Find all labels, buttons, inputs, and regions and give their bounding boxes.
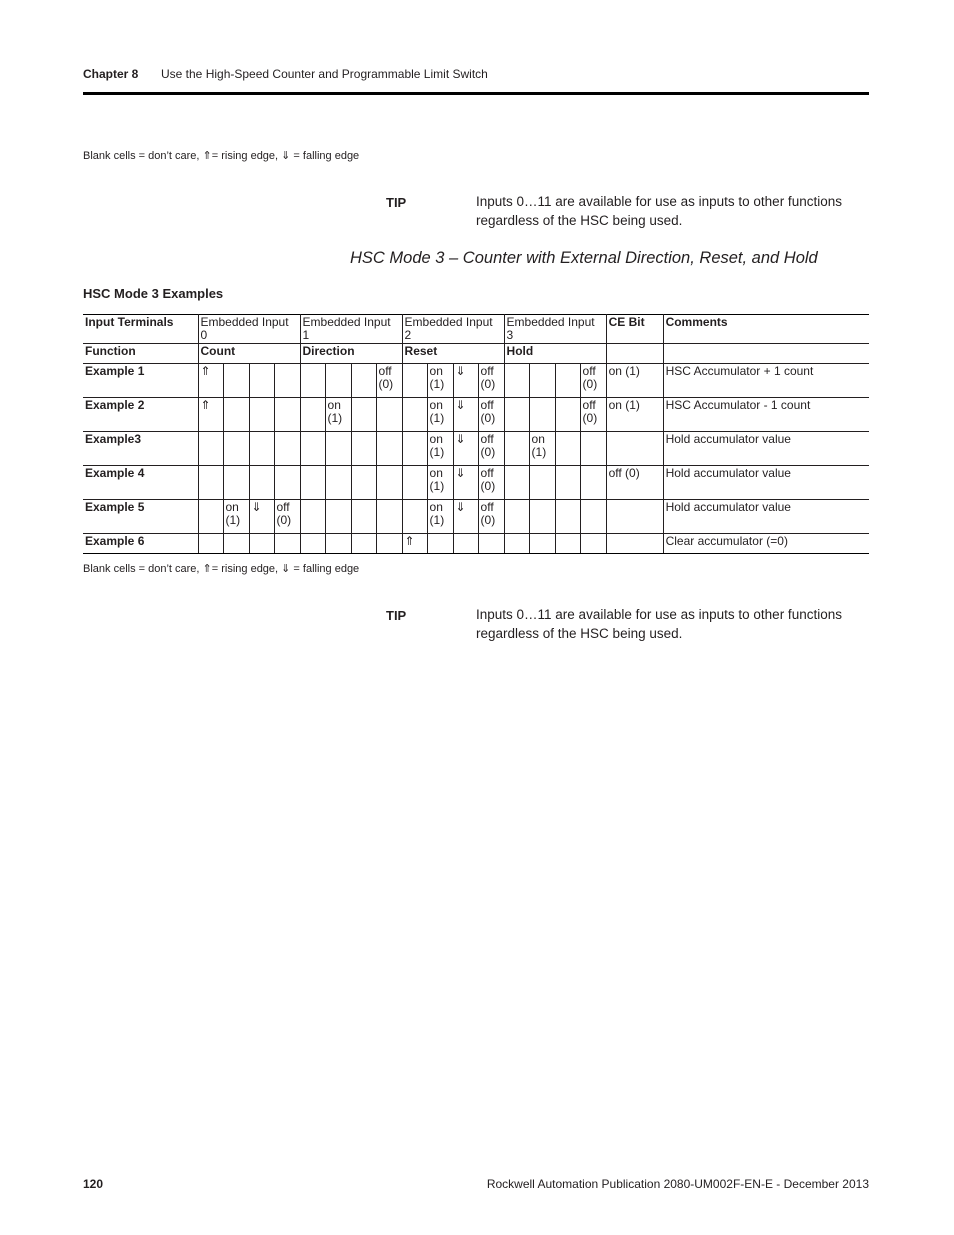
input-cell <box>351 466 376 500</box>
header-input-terminals: Input Terminals <box>83 315 198 344</box>
ce-bit-cell <box>606 500 663 534</box>
input-cell <box>274 534 300 554</box>
input-cell <box>376 398 402 432</box>
ce-bit-cell <box>606 534 663 554</box>
input-cell <box>580 534 606 554</box>
input-cell <box>555 500 580 534</box>
input-cell <box>376 466 402 500</box>
legend-note-top: Blank cells = don’t care, ⇑= rising edge, ⇓ = falling edge <box>83 150 360 162</box>
page-number: 120 <box>83 1177 104 1191</box>
table-row <box>83 534 869 554</box>
comment-cell: Hold accumulator value <box>663 500 869 534</box>
input-cell <box>223 398 249 432</box>
comment-cell: Clear accumulator (=0) <box>663 534 869 554</box>
ce-bit-cell <box>606 432 663 466</box>
ce-bit-cell: off (0) <box>606 466 663 500</box>
header-hold: Hold <box>504 344 606 364</box>
publication-info: Rockwell Automation Publication 2080-UM002F-EN-E - December 2013 <box>486 1177 869 1191</box>
input-cell <box>402 466 427 500</box>
input-cell <box>198 466 223 500</box>
comment-cell: HSC Accumulator + 1 count <box>663 364 869 398</box>
input-cell <box>529 534 555 554</box>
input-cell <box>529 466 555 500</box>
input-cell: off (0) <box>478 466 504 500</box>
header-reset: Reset <box>402 344 504 364</box>
input-cell <box>402 432 427 466</box>
row-label: Example 2 <box>83 398 198 432</box>
input-cell: on (1) <box>223 500 249 534</box>
input-cell <box>427 534 453 554</box>
input-cell <box>504 500 529 534</box>
input-cell <box>351 432 376 466</box>
hsc-mode3-table <box>83 314 869 554</box>
input-cell <box>504 466 529 500</box>
input-cell <box>325 432 351 466</box>
input-cell: off (0) <box>478 398 504 432</box>
input-cell: ⇓ <box>249 500 274 534</box>
input-cell <box>300 500 325 534</box>
input-cell <box>325 534 351 554</box>
input-cell <box>376 500 402 534</box>
input-cell <box>249 364 274 398</box>
input-cell <box>402 398 427 432</box>
input-cell <box>555 432 580 466</box>
comment-cell: HSC Accumulator - 1 count <box>663 398 869 432</box>
input-cell: off (0) <box>478 432 504 466</box>
row-label: Example3 <box>83 432 198 466</box>
chapter-label: Chapter 8 <box>83 67 139 81</box>
input-cell: ⇑ <box>198 398 223 432</box>
table-row <box>83 500 869 534</box>
input-cell <box>580 466 606 500</box>
input-cell <box>478 534 504 554</box>
header-ce-empty <box>606 344 663 364</box>
header-row-function <box>83 344 869 364</box>
header-ce-bit: CE Bit <box>606 315 663 344</box>
header-row-inputs <box>83 315 869 344</box>
input-cell <box>325 500 351 534</box>
input-cell <box>529 364 555 398</box>
input-cell <box>555 466 580 500</box>
input-cell <box>402 364 427 398</box>
comment-cell: Hold accumulator value <box>663 466 869 500</box>
row-label: Example 1 <box>83 364 198 398</box>
table-row <box>83 364 869 398</box>
input-cell: off (0) <box>274 500 300 534</box>
input-cell <box>504 364 529 398</box>
input-cell <box>223 364 249 398</box>
input-cell: on (1) <box>427 398 453 432</box>
input-cell <box>223 432 249 466</box>
row-label: Example 6 <box>83 534 198 554</box>
input-cell: off (0) <box>478 364 504 398</box>
input-cell <box>555 534 580 554</box>
input-cell <box>249 466 274 500</box>
table-row <box>83 466 869 500</box>
section-heading: HSC Mode 3 – Counter with External Direction, Reset, and Hold <box>350 249 818 267</box>
input-cell: off (0) <box>580 364 606 398</box>
input-cell <box>249 432 274 466</box>
row-label: Example 4 <box>83 466 198 500</box>
input-cell <box>274 466 300 500</box>
input-cell <box>223 534 249 554</box>
input-cell <box>198 500 223 534</box>
ce-bit-cell: on (1) <box>606 364 663 398</box>
input-cell: on (1) <box>427 364 453 398</box>
input-cell <box>453 534 478 554</box>
input-cell <box>223 466 249 500</box>
input-cell: off (0) <box>580 398 606 432</box>
input-cell <box>555 364 580 398</box>
input-cell: ⇑ <box>198 364 223 398</box>
input-cell <box>274 398 300 432</box>
header-comments: Comments <box>663 315 869 344</box>
input-cell: on (1) <box>529 432 555 466</box>
input-cell <box>300 432 325 466</box>
header-comments-empty <box>663 344 869 364</box>
input-cell <box>249 534 274 554</box>
tip-text-2: Inputs 0…11 are available for use as inputs to other functions regardless of the HSC being used. <box>476 607 842 641</box>
header-embedded-input-0: Embedded Input 0 <box>198 315 300 344</box>
header-count: Count <box>198 344 300 364</box>
input-cell <box>300 466 325 500</box>
input-cell <box>529 500 555 534</box>
page-header <box>83 66 869 95</box>
input-cell <box>249 398 274 432</box>
tip-label-1: TIP <box>386 195 407 210</box>
input-cell <box>504 398 529 432</box>
input-cell <box>274 432 300 466</box>
header-embedded-input-3: Embedded Input 3 <box>504 315 606 344</box>
input-cell: ⇓ <box>453 364 478 398</box>
input-cell <box>376 534 402 554</box>
input-cell <box>555 398 580 432</box>
table-row <box>83 432 869 466</box>
input-cell <box>325 364 351 398</box>
input-cell <box>198 534 223 554</box>
chapter-title: Use the High-Speed Counter and Programmable Limit Switch <box>161 67 488 81</box>
input-cell <box>274 364 300 398</box>
input-cell: ⇑ <box>402 534 427 554</box>
input-cell <box>529 398 555 432</box>
input-cell: on (1) <box>427 432 453 466</box>
input-cell <box>300 364 325 398</box>
input-cell <box>504 432 529 466</box>
header-function: Function <box>83 344 198 364</box>
input-cell: off (0) <box>478 500 504 534</box>
input-cell: ⇓ <box>453 398 478 432</box>
input-cell: off (0) <box>376 364 402 398</box>
header-direction: Direction <box>300 344 402 364</box>
ce-bit-cell: on (1) <box>606 398 663 432</box>
input-cell <box>402 500 427 534</box>
input-cell <box>580 432 606 466</box>
tip-label-2: TIP <box>386 608 407 623</box>
input-cell: ⇓ <box>453 432 478 466</box>
input-cell: on (1) <box>325 398 351 432</box>
input-cell <box>351 364 376 398</box>
comment-cell: Hold accumulator value <box>663 432 869 466</box>
table-row <box>83 398 869 432</box>
input-cell: ⇓ <box>453 500 478 534</box>
input-cell <box>351 534 376 554</box>
input-cell <box>351 500 376 534</box>
input-cell <box>325 466 351 500</box>
header-embedded-input-1: Embedded Input 1 <box>300 315 402 344</box>
input-cell <box>351 398 376 432</box>
input-cell <box>300 398 325 432</box>
row-label: Example 5 <box>83 500 198 534</box>
input-cell <box>198 432 223 466</box>
input-cell <box>580 500 606 534</box>
legend-note-bottom: Blank cells = don’t care, ⇑= rising edge, ⇓ = falling edge <box>83 563 360 575</box>
input-cell <box>504 534 529 554</box>
header-embedded-input-2: Embedded Input 2 <box>402 315 504 344</box>
input-cell <box>376 432 402 466</box>
input-cell <box>300 534 325 554</box>
table-title: HSC Mode 3 Examples <box>83 286 224 301</box>
input-cell: on (1) <box>427 500 453 534</box>
tip-text-1: Inputs 0…11 are available for use as inputs to other functions regardless of the HSC being used. <box>476 194 842 228</box>
input-cell: ⇓ <box>453 466 478 500</box>
input-cell: on (1) <box>427 466 453 500</box>
